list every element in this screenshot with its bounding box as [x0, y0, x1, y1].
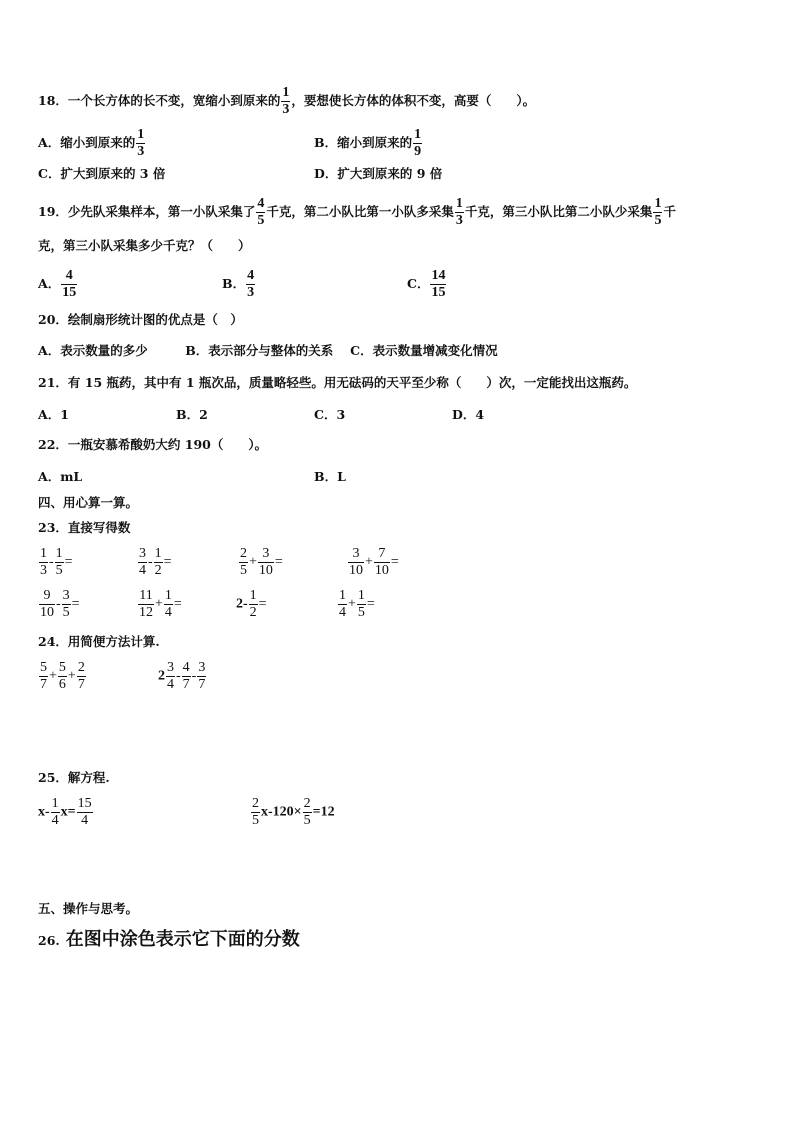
q20-stem: 20．绘制扇形统计图的优点是（ ）: [38, 312, 243, 327]
q19-option-a: A． $\frac{4}{15}$: [38, 268, 77, 300]
q23-expr-7: 2- $\frac{1}{2}$ =: [236, 588, 267, 620]
q18-stem: 18．一个长方体的长不变，宽缩小到原来的 $\frac{1}{3}$ ，要想使长方体的体积不变，高要（ ）。: [38, 85, 536, 117]
q18-option-d: D．扩大到原来的 9 倍: [314, 166, 443, 181]
q23-expr-8: $\frac{1}{4}$ + $\frac{1}{5}$ =: [339, 588, 375, 620]
q26-stem: 26. 在图中涂色表示它下面的分数: [38, 929, 300, 950]
section-4-heading: 四、用心算一算。: [38, 495, 139, 510]
q24-stem: 24．用简便方法计算.: [38, 634, 160, 649]
q22-stem: 22．一瓶安慕希酸奶大约 190（ ）。: [38, 437, 268, 452]
q19-option-b: B． $\frac{4}{3}$: [222, 268, 255, 300]
q18-option-c: C．扩大到原来的 3 倍: [38, 166, 166, 181]
q24-expr-1: $\frac{5}{7}$ + $\frac{5}{6}$ + $\frac{2}{7}$: [40, 660, 85, 692]
fraction: $\frac{1}{3}$: [282, 85, 290, 117]
section-5-heading: 五、操作与思考。: [38, 901, 139, 916]
q23-expr-3: $\frac{2}{5}$ + $\frac{3}{10}$ =: [240, 546, 283, 578]
q23-expr-1: $\frac{1}{3}$ - $\frac{1}{5}$ =: [40, 546, 73, 578]
q21-option-b: B．2: [176, 407, 208, 422]
q23-expr-6: $\frac{11}{12}$ + $\frac{1}{4}$ =: [139, 588, 182, 620]
q24-expr-2: 2 $\frac{3}{4}$ - $\frac{4}{7}$ - $\frac{3}{7}$: [158, 660, 206, 692]
q22-option-b: B．L: [314, 469, 346, 484]
q23-expr-2: $\frac{3}{4}$ - $\frac{1}{2}$ =: [139, 546, 172, 578]
q21-option-c: C．3: [314, 407, 346, 422]
q23-stem: 23．直接写得数: [38, 520, 131, 535]
q19-stem-line2: 克，第三小队采集多少千克？（ ）: [38, 238, 251, 253]
q23-expr-4: $\frac{3}{10}$ + $\frac{7}{10}$ =: [349, 546, 399, 578]
q25-equation-2: $\frac{2}{5}$ x-120× $\frac{2}{5}$ =12: [252, 796, 335, 828]
q25-stem: 25．解方程.: [38, 770, 110, 785]
q18-option-a: A．缩小到原来的 $\frac{1}{3}$: [38, 127, 145, 159]
q21-option-a: A．1: [38, 407, 69, 422]
q21-option-d: D．4: [452, 407, 485, 422]
q25-equation-1: x- $\frac{1}{4}$ x= $\frac{15}{4}$: [38, 796, 92, 828]
q18-option-b: B．缩小到原来的 $\frac{1}{9}$: [314, 127, 422, 159]
q21-stem: 21．有 15 瓶药，其中有 1 瓶次品，质量略轻些。用无砝码的天平至少称（ ）次，一定能找出这瓶药。: [38, 375, 637, 390]
q23-expr-5: $\frac{9}{10}$ - $\frac{3}{5}$ =: [40, 588, 80, 620]
q20-options: A．表示数量的多少 B．表示部分与整体的关系 C．表示数量增减变化情况: [38, 343, 498, 358]
q19-stem: 19．少先队采集样本，第一小队采集了 $\frac{4}{5}$ 千克，第二小队比第一小队多采集 $\frac{1}{3}$ 千克，第三小队比第二小队少采集 $\frac{1}{5}$ 千: [38, 196, 676, 228]
q22-option-a: A．mL: [38, 469, 83, 484]
q19-option-c: C． $\frac{14}{15}$: [407, 268, 446, 300]
